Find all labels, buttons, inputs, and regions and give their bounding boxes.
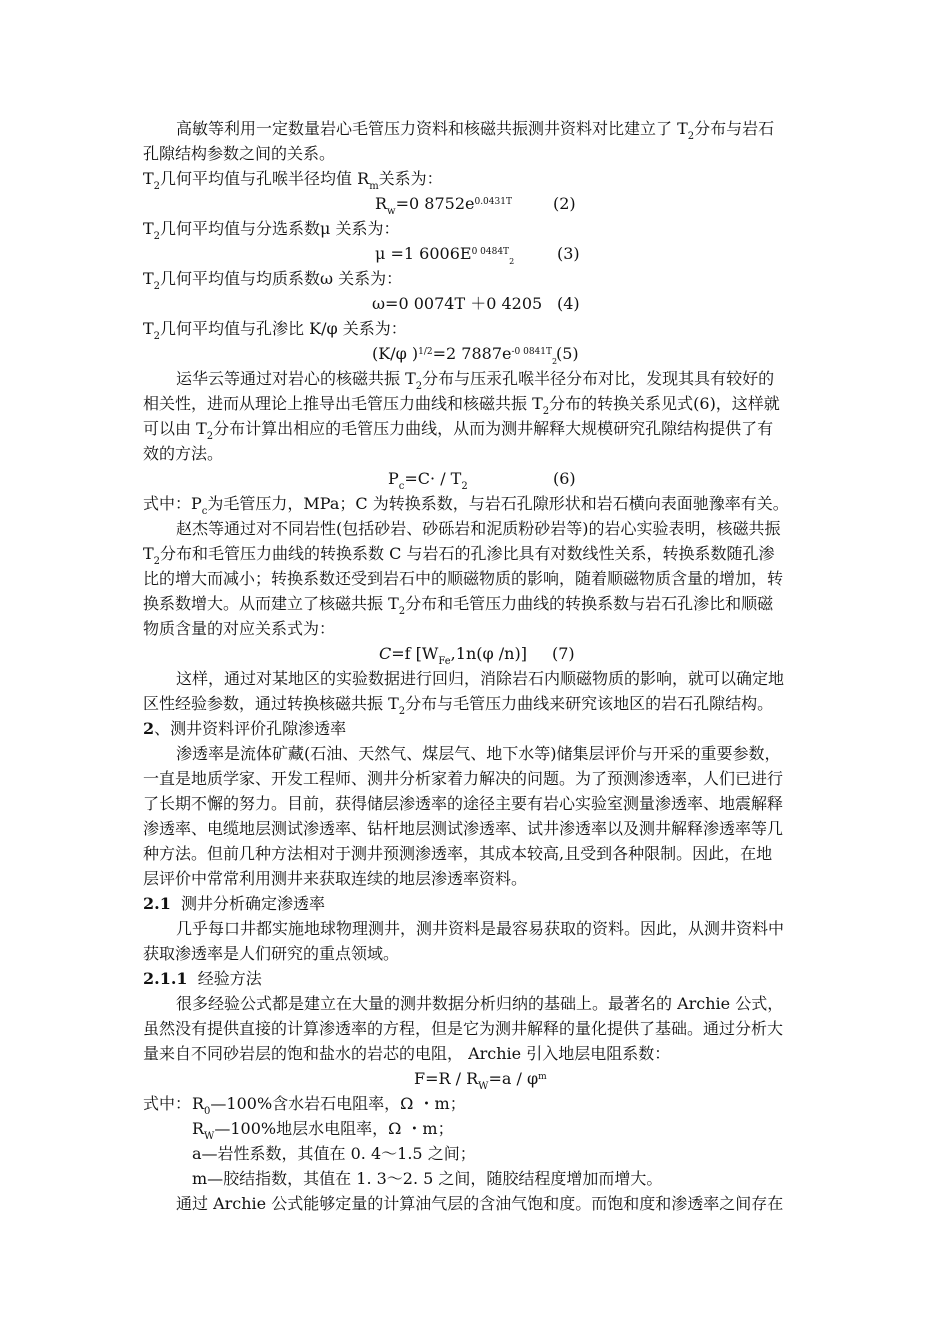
relation-3-line: $T_2$几何平均值与均质系数ω 关系为：: [143, 269, 403, 291]
paragraph-7-line-3: 量来自不同砂岩层的饱和盐水的岩芯的电阻， Archie 引入地层电阻系数：: [143, 1044, 671, 1063]
section-2-heading: 2、测井资料评价孔隙渗透率: [143, 719, 347, 738]
paragraph-5-line-5: 种方法。但前几种方法相对于测井预测渗透率，其成本较高,且受到各种限制。因此，在地: [143, 844, 773, 863]
section-2-1-1-heading: 2.1.1 经验方法: [143, 969, 262, 988]
paragraph-2-line-4: 效的方法。: [143, 444, 224, 463]
relation-1-line: $T_2$几何平均值与孔喉半径均值 $R_m$关系为：: [143, 169, 443, 191]
relation-4-line: $T_2$几何平均值与孔渗比 K/φ 关系为：: [143, 319, 407, 341]
equation-6: $P_c=C\cdot / T_2$: [388, 469, 468, 492]
definitions-lead: 式中：: [143, 1094, 192, 1113]
equation-2-number: (2): [553, 194, 576, 213]
definition-a: a—岩性系数，其值在 0. 4～1.5 之间；: [192, 1144, 476, 1163]
archie-equation: $F=R / R_W=a / \varphi^m$: [414, 1069, 547, 1092]
paragraph-3-line-3: 比的增大而减小；转换系数还受到岩石中的顺磁物质的影响，随着顺磁物质含量的增加，转: [143, 569, 784, 588]
equation-3: μ =1 $6006E^{0 0484T}_2$: [375, 244, 515, 266]
paragraph-3-line-4: 换系数增大。从而建立了核磁共振 $T_2$分布和毛管压力曲线的转换系数与岩石孔渗比和顺磁: [143, 594, 774, 616]
equation-6-number: (6): [553, 469, 576, 488]
equation-4: ω=0 0074T ＋0 4205: [372, 294, 543, 313]
paragraph-5-line-6: 层评价中常常利用测井来获取连续的地层渗透率资料。: [143, 869, 528, 888]
paragraph-6-line-2: 获取渗透率是人们研究的重点领域。: [143, 944, 400, 963]
section-2-1-heading: 2.1 测井分析确定渗透率: [143, 894, 326, 913]
equation-6-definition: 式中：$P_c$为毛管压力，MPa；C 为转换系数，与岩石孔隙形状和岩石横向表面驰豫率有关。: [143, 494, 789, 516]
paragraph-2-line-2: 相关性，进而从理论上推导出毛管压力曲线和核磁共振 $T_2$分布的转换关系见式(6)，这样就: [143, 394, 780, 416]
paragraph-7-line-2: 虽然没有提供直接的计算渗透率的方程，但是它为测井解释的量化提供了基础。通过分析大: [143, 1019, 784, 1038]
paragraph-1-line-2: 孔隙结构参数之间的关系。: [143, 144, 336, 163]
definition-rw: $R_W—100\%$地层水电阻率，Ω ・m；: [192, 1119, 454, 1142]
paragraph-5-line-4: 渗透率、电缆地层测试渗透率、钻杆地层测试渗透率、试井渗透率以及测井解释渗透率等几: [143, 819, 784, 838]
paragraph-6-line-1: 几乎每口井都实施地球物理测井，测井资料是最容易获取的资料。因此，从测井资料中: [176, 919, 785, 938]
paragraph-4-line-2: 区性经验参数，通过转换核磁共振 $T_2$分布与毛管压力曲线来研究该地区的岩石孔隙结构。: [143, 694, 774, 716]
paragraph-2-line-1: 运华云等通过对岩心的核磁共振 $T_2$分布与压汞孔喉半径分布对比，发现其具有较好的: [176, 369, 775, 391]
paragraph-2-line-3: 可以由 $T_2$分布计算出相应的毛管压力曲线，从而为测井解释大规模研究孔隙结构提供了有: [143, 419, 774, 441]
equation-5: (K/φ )$^{1/2}$=2 $7887e^{-0 0841T}_2$: [372, 344, 558, 366]
equation-4-number: (4): [557, 294, 580, 313]
paragraph-5-line-2: 一直是地质学家、开发工程师、测井分析家着力解决的问题。为了预测渗透率，人们已进行: [143, 769, 784, 788]
paragraph-8-line-1: 通过 Archie 公式能够定量的计算油气层的含油气饱和度。而饱和度和渗透率之间存在: [176, 1194, 784, 1213]
definition-r0: $R_0—100\%$含水岩石电阻率，Ω ・m；: [192, 1094, 466, 1117]
equation-7: C=f [$W_{Fe},1n(\varphi$ /n)]: [379, 644, 527, 667]
paragraph-5-line-3: 了长期不懈的努力。目前，获得储层渗透率的途径主要有岩心实验室测量渗透率、地震解释: [143, 794, 784, 813]
definition-m: m—胶结指数，其值在 1. 3～2. 5 之间，随胶结程度增加而增大。: [192, 1169, 663, 1188]
equation-5-number: (5): [556, 344, 579, 363]
equation-2: $R_w=0$ $8752e^{0.0431T}$: [375, 194, 512, 217]
paragraph-7-line-1: 很多经验公式都是建立在大量的测井数据分析归纳的基础上。最著名的 Archie 公式，: [176, 994, 784, 1013]
paragraph-5-line-1: 渗透率是流体矿藏(石油、天然气、煤层气、地下水等)储集层评价与开采的重要参数，: [176, 744, 781, 763]
equation-7-number: (7): [552, 644, 575, 663]
paragraph-3-line-5: 物质含量的对应关系式为：: [143, 619, 336, 638]
paragraph-3-line-2: $T_2$分布和毛管压力曲线的转换系数 C 与岩石的孔渗比具有对数线性关系，转换系数随孔渗: [143, 544, 775, 566]
paragraph-4-line-1: 这样，通过对某地区的实验数据进行回归，消除岩石内顺磁物质的影响，就可以确定地: [176, 669, 785, 688]
paragraph-3-line-1: 赵杰等通过对不同岩性(包括砂岩、砂砾岩和泥质粉砂岩等)的岩心实验表明，核磁共振: [176, 519, 781, 538]
equation-3-number: (3): [557, 244, 580, 263]
paragraph-1-line-1: 高敏等利用一定数量岩心毛管压力资料和核磁共振测井资料对比建立了 $T_2$分布与岩石: [176, 119, 775, 141]
relation-2-line: $T_2$几何平均值与分选系数μ 关系为：: [143, 219, 400, 241]
